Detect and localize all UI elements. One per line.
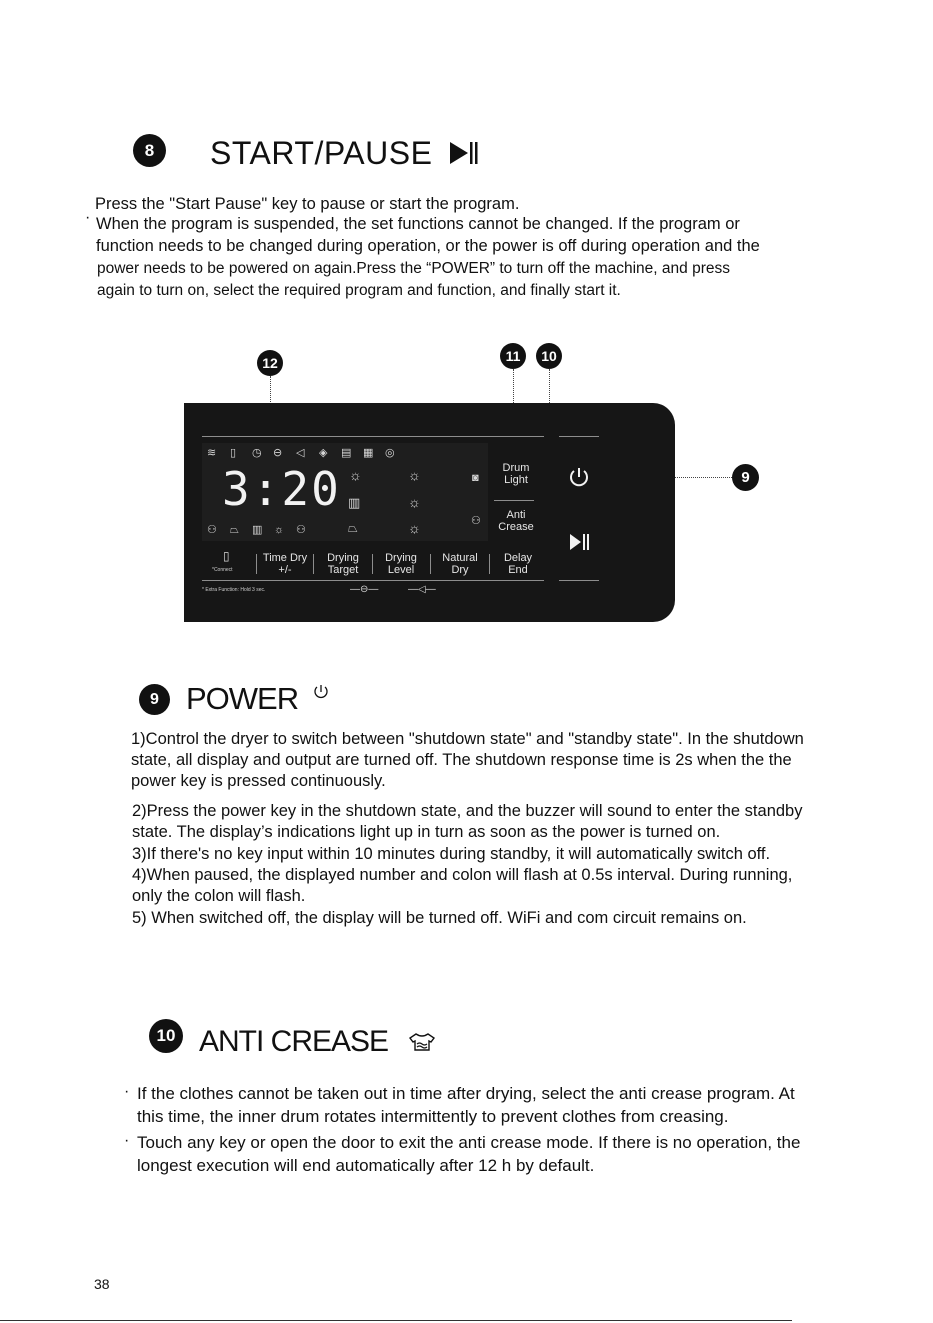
section-8-line-1: Press the "Start Pause" key to pause or start the program. xyxy=(95,195,520,213)
panel-top-line xyxy=(202,436,544,437)
phone-icon: ▯ xyxy=(230,447,237,459)
delay-end-button[interactable] xyxy=(492,552,544,576)
cupboard-icon: ▥ xyxy=(348,495,361,510)
drum-hold-icon: —⊖— xyxy=(350,584,379,595)
connect-label: *Connect xyxy=(212,567,233,573)
start-pause-icon xyxy=(448,139,480,167)
child-lock-icon: ◈ xyxy=(319,447,328,459)
anti-crease-indicator-icon: ⚇ xyxy=(471,515,481,527)
natural-dry-button[interactable] xyxy=(433,552,487,576)
anti-crease-label[interactable] xyxy=(494,509,538,533)
section-9-line-4: 2)Press the power key in the shutdown state, and the buzzer will sound to enter the standby xyxy=(132,802,803,820)
sun-small-icon: ☼ xyxy=(274,524,285,536)
section-9-line-2: state, all display and output are turned off. The shutdown response time is 2s when the the xyxy=(131,751,792,769)
power-button[interactable] xyxy=(566,464,592,490)
drying-target-button[interactable] xyxy=(316,552,370,576)
section-9-title-text: POWER xyxy=(186,681,299,716)
power-icon xyxy=(566,464,592,490)
start-pause-button[interactable] xyxy=(566,530,592,554)
section-9-line-7: 4)When paused, the displayed number and colon will flash at 0.5s interval. During running, xyxy=(132,866,793,884)
button-divider xyxy=(489,554,490,574)
drum-anticrease-divider xyxy=(494,500,534,501)
drum-icon: ⊖ xyxy=(273,447,283,459)
power-title-icon xyxy=(312,683,330,701)
section-10-line-4: longest execution will end automatically after 12 h by default. xyxy=(137,1156,595,1175)
callout-9-badge: 9 xyxy=(732,464,759,491)
mute-icon: ◁ xyxy=(296,447,305,459)
section-8-title xyxy=(210,134,480,172)
section-10-title xyxy=(199,1024,437,1060)
section-9-title xyxy=(186,680,330,718)
drum-light-line-1: Drum xyxy=(502,462,530,474)
natural-dry-line-1: Natural xyxy=(442,552,478,564)
section-10-badge: 10 xyxy=(149,1019,183,1053)
drum-light-indicator-icon: ◙ xyxy=(472,472,479,484)
clock-icon: ◷ xyxy=(252,447,262,459)
start-pause-panel-icon xyxy=(566,530,592,554)
section-10-bullet-1: · xyxy=(124,1083,130,1100)
water-tank-icon: ▦ xyxy=(363,447,374,459)
cupboard-dry-icon: ▥ xyxy=(252,524,263,536)
section-8-line-2: When the program is suspended, the set functions cannot be changed. If the program or xyxy=(96,215,740,233)
section-8-line-5: again to turn on, select the required program and function, and finally start it. xyxy=(97,282,621,299)
phone-connect-icon: ▯ xyxy=(223,549,230,563)
section-8-bullet: · xyxy=(85,209,91,226)
drying-level-line-2: Level xyxy=(387,564,415,576)
natural-dry-line-2: Dry xyxy=(451,564,469,576)
anti-crease-line-1: Anti xyxy=(506,509,526,521)
filter-icon: ▤ xyxy=(341,447,352,459)
section-8-title-text: START/PAUSE xyxy=(210,135,433,171)
time-dry-line-2: +/- xyxy=(278,564,292,576)
drying-level-button[interactable] xyxy=(374,552,428,576)
iron-icon: ⏢ xyxy=(348,521,358,535)
level-sun-icon: ☼ xyxy=(408,520,421,536)
shirt-icon: ⚇ xyxy=(207,524,217,536)
section-9-line-1: 1)Control the dryer to switch between "shutdown state" and "standby state". In the shutdown xyxy=(131,730,804,748)
button-divider xyxy=(372,554,373,574)
button-divider xyxy=(430,554,431,574)
section-10-line-1: If the clothes cannot be taken out in time after drying, select the anti crease program. At xyxy=(137,1084,795,1103)
drying-level-line-1: Drying xyxy=(385,552,417,564)
section-9-line-5: state. The display’s indications light up in turn as soon as the power is turned on. xyxy=(132,823,721,841)
section-10-line-3: Touch any key or open the door to exit the anti crease mode. If there is no operation, the xyxy=(137,1133,801,1152)
extra-function-note: * Extra Function: Hold 3 sec. xyxy=(202,587,266,593)
section-8-badge: 8 xyxy=(133,134,166,167)
section-8-line-4: power needs to be powered on again.Press the “POWER” to turn off the machine, and press xyxy=(97,260,730,277)
mute-hold-icon: —◁— xyxy=(408,584,436,595)
level-sun-icon: ☼ xyxy=(408,467,421,483)
section-9-line-8: only the colon will flash. xyxy=(132,887,306,905)
level-sun-icon: ☼ xyxy=(408,494,421,510)
anti-crease-line-2: Crease xyxy=(498,521,534,533)
time-dry-line-1: Time Dry xyxy=(262,552,308,564)
connect-button[interactable] xyxy=(208,551,248,573)
section-9-badge: 9 xyxy=(139,684,170,715)
anti-crease-title-icon xyxy=(407,1031,437,1053)
section-9-line-3: power key is pressed continuously. xyxy=(131,772,386,790)
panel-bottom-line xyxy=(202,580,544,581)
iron-dry-icon: ⏢ xyxy=(230,524,239,536)
section-10-line-2: this time, the inner drum rotates intermittently to prevent clothes from creasing. xyxy=(137,1107,729,1126)
drying-target-line-2: Target xyxy=(327,564,359,576)
callout-11-badge: 11 xyxy=(500,343,526,369)
section-8-line-3: function needs to be changed during operation, or the power is off during operation and the xyxy=(96,237,760,255)
drum-light-line-2: Light xyxy=(504,474,528,486)
button-divider xyxy=(313,554,314,574)
panel-right-top-line xyxy=(559,436,599,437)
section-10-title-text: ANTI CREASE xyxy=(199,1025,389,1058)
drying-target-line-1: Drying xyxy=(327,552,359,564)
section-9-line-6: 3)If there's no key input within 10 minutes during standby, it will automatically switch off. xyxy=(132,845,771,863)
time-dry-button[interactable] xyxy=(257,552,313,576)
section-9-line-9: 5) When switched off, the display will be turned off. WiFi and com circuit remains on. xyxy=(132,909,747,927)
drum-light-label[interactable] xyxy=(494,462,538,486)
delay-end-line-2: End xyxy=(508,564,528,576)
clean-icon: ◎ xyxy=(385,447,395,459)
footer-divider xyxy=(0,1320,792,1321)
callout-12-badge: 12 xyxy=(257,350,283,376)
callout-10-badge: 10 xyxy=(536,343,562,369)
shirt-small-icon: ⚇ xyxy=(296,524,306,536)
delay-end-line-1: Delay xyxy=(503,552,533,564)
time-display: 3:20 xyxy=(222,462,341,516)
page-number: 38 xyxy=(94,1276,110,1292)
panel-right-bottom-line xyxy=(559,580,599,581)
section-10-bullet-2: · xyxy=(124,1132,130,1149)
wifi-icon: ≋ xyxy=(207,447,217,459)
level-sun-icon: ☼ xyxy=(349,467,362,483)
